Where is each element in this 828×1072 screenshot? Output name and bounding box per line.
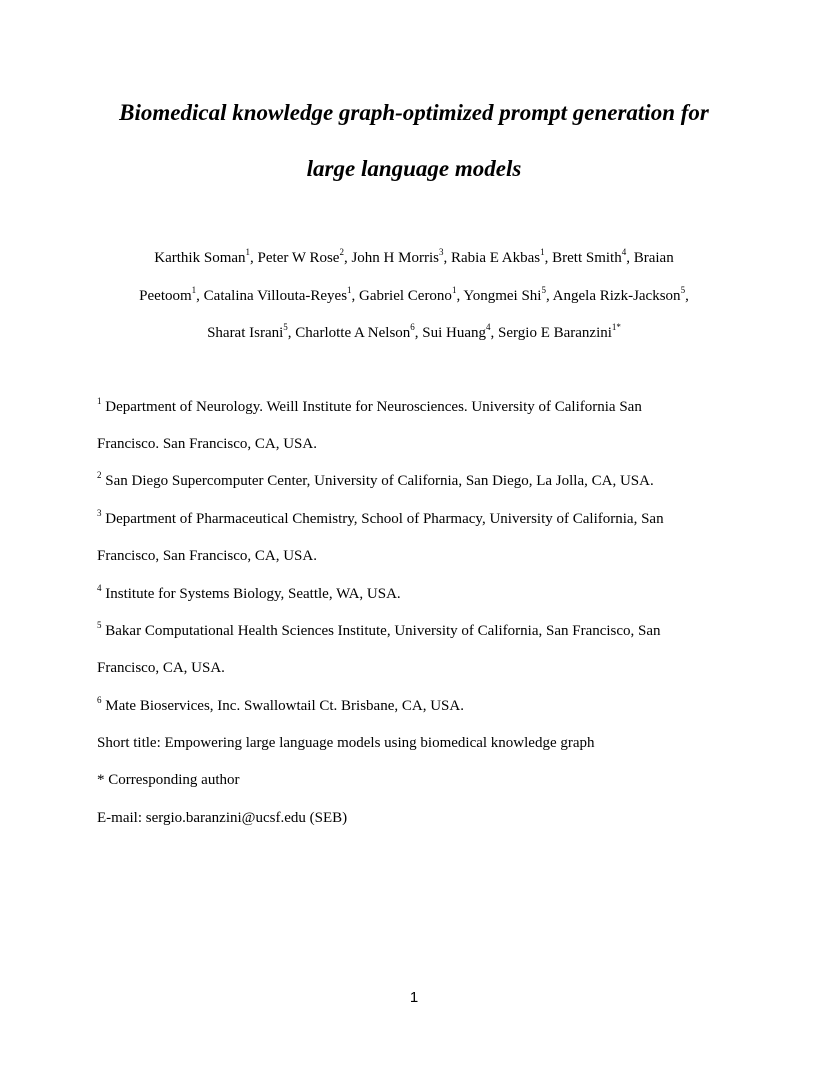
- author-name: Sharat Israni: [207, 325, 284, 341]
- author-separator: ,: [196, 288, 204, 304]
- author-name: Yongmei Shi: [463, 288, 542, 304]
- author-affiliation-mark: 4: [621, 247, 627, 257]
- author-name: Catalina Villouta-Reyes: [203, 288, 348, 304]
- affiliation-1-number: 1: [97, 396, 102, 406]
- affiliation-6-number: 6: [97, 695, 102, 705]
- affiliation-5-number: 5: [97, 620, 102, 630]
- author-name: Rabia E Akbas: [450, 250, 541, 266]
- author-name: Braian: [633, 250, 674, 266]
- affiliation-4-text: Institute for Systems Biology, Seattle, WA, USA.: [105, 586, 401, 602]
- author-affiliation-mark: 1: [540, 247, 545, 257]
- author-separator: ,: [626, 250, 634, 266]
- paper-title-line-1: Biomedical knowledge graph-optimized prompt generation for: [119, 100, 709, 125]
- author-affiliation-mark: 1: [191, 285, 197, 295]
- affiliation-3-text: Department of Pharmaceutical Chemistry, School of Pharmacy, University of California, San: [105, 511, 664, 527]
- author-affiliation-mark: 1: [347, 285, 352, 295]
- affiliation-3-cont: Francisco, San Francisco, CA, USA.: [97, 548, 317, 564]
- affiliation-5-cont: Francisco, CA, USA.: [97, 660, 225, 676]
- affiliation-5: [97, 621, 797, 641]
- affiliation-6-text: Mate Bioservices, Inc. Swallowtail Ct. Brisbane, CA, USA.: [105, 698, 464, 714]
- author-affiliation-mark: 1*: [611, 322, 621, 332]
- author-separator: ,: [287, 325, 296, 341]
- affiliation-5-text: Bakar Computational Health Sciences Institute, University of California, San Francisco, San: [105, 623, 661, 639]
- author-line-1: [0, 248, 828, 268]
- author-name: Peter W Rose: [257, 250, 340, 266]
- affiliation-2-text: San Diego Supercomputer Center, University of California, San Diego, La Jolla, CA, USA.: [105, 473, 654, 489]
- affiliation-2: [97, 471, 797, 491]
- author-name: John H Morris: [351, 250, 439, 266]
- affiliation-4-number: 4: [97, 583, 102, 593]
- affiliation-2-number: 2: [97, 470, 102, 480]
- contact-email: E-mail: sergio.baranzini@ucsf.edu (SEB): [97, 810, 348, 826]
- affiliation-1-cont: Francisco. San Francisco, CA, USA.: [97, 436, 317, 452]
- author-affiliation-mark: 1: [245, 247, 251, 257]
- author-separator: ,: [685, 288, 689, 304]
- page-number: 1: [409, 989, 419, 1006]
- author-line-3: [0, 323, 828, 343]
- author-affiliation-mark: 4: [486, 322, 491, 332]
- affiliation-1: [97, 397, 797, 417]
- author-name: Charlotte A Nelson: [295, 325, 411, 341]
- author-name: Gabriel Cerono: [359, 288, 452, 304]
- author-line-2: [0, 286, 828, 306]
- author-separator: ,: [545, 288, 553, 304]
- author-affiliation-mark: 5: [541, 285, 546, 295]
- author-separator: ,: [456, 288, 464, 304]
- author-affiliation-mark: 2: [339, 247, 344, 257]
- paper-title-line-2: large language models: [306, 156, 522, 181]
- author-separator: ,: [443, 250, 451, 266]
- author-affiliation-mark: 6: [410, 322, 415, 332]
- affiliation-3-number: 3: [97, 508, 102, 518]
- affiliation-4: [97, 584, 797, 604]
- author-separator: ,: [343, 250, 352, 266]
- author-separator: ,: [250, 250, 258, 266]
- affiliation-6: [97, 696, 797, 716]
- author-affiliation-mark: 3: [438, 247, 444, 257]
- author-name: Peetoom: [139, 288, 192, 304]
- author-separator: ,: [414, 325, 423, 341]
- author-separator: ,: [490, 325, 499, 341]
- author-separator: ,: [351, 288, 360, 304]
- affiliation-1-text: Department of Neurology. Weill Institute for Neurosciences. University of California San: [105, 399, 642, 415]
- author-name: Brett Smith: [552, 250, 622, 266]
- corresponding-author-note: * Corresponding author: [97, 772, 240, 788]
- author-name: Karthik Soman: [154, 250, 246, 266]
- author-affiliation-mark: 5: [680, 285, 686, 295]
- author-name: Sui Huang: [422, 325, 487, 341]
- author-affiliation-mark: 1: [451, 285, 457, 295]
- author-name: Angela Rizk-Jackson: [552, 288, 681, 304]
- short-title: Short title: Empowering large language models using biomedical knowledge graph: [97, 735, 595, 751]
- author-name: Sergio E Baranzini: [498, 325, 612, 341]
- affiliation-3: [97, 509, 797, 529]
- author-affiliation-mark: 5: [283, 322, 288, 332]
- author-separator: ,: [544, 250, 553, 266]
